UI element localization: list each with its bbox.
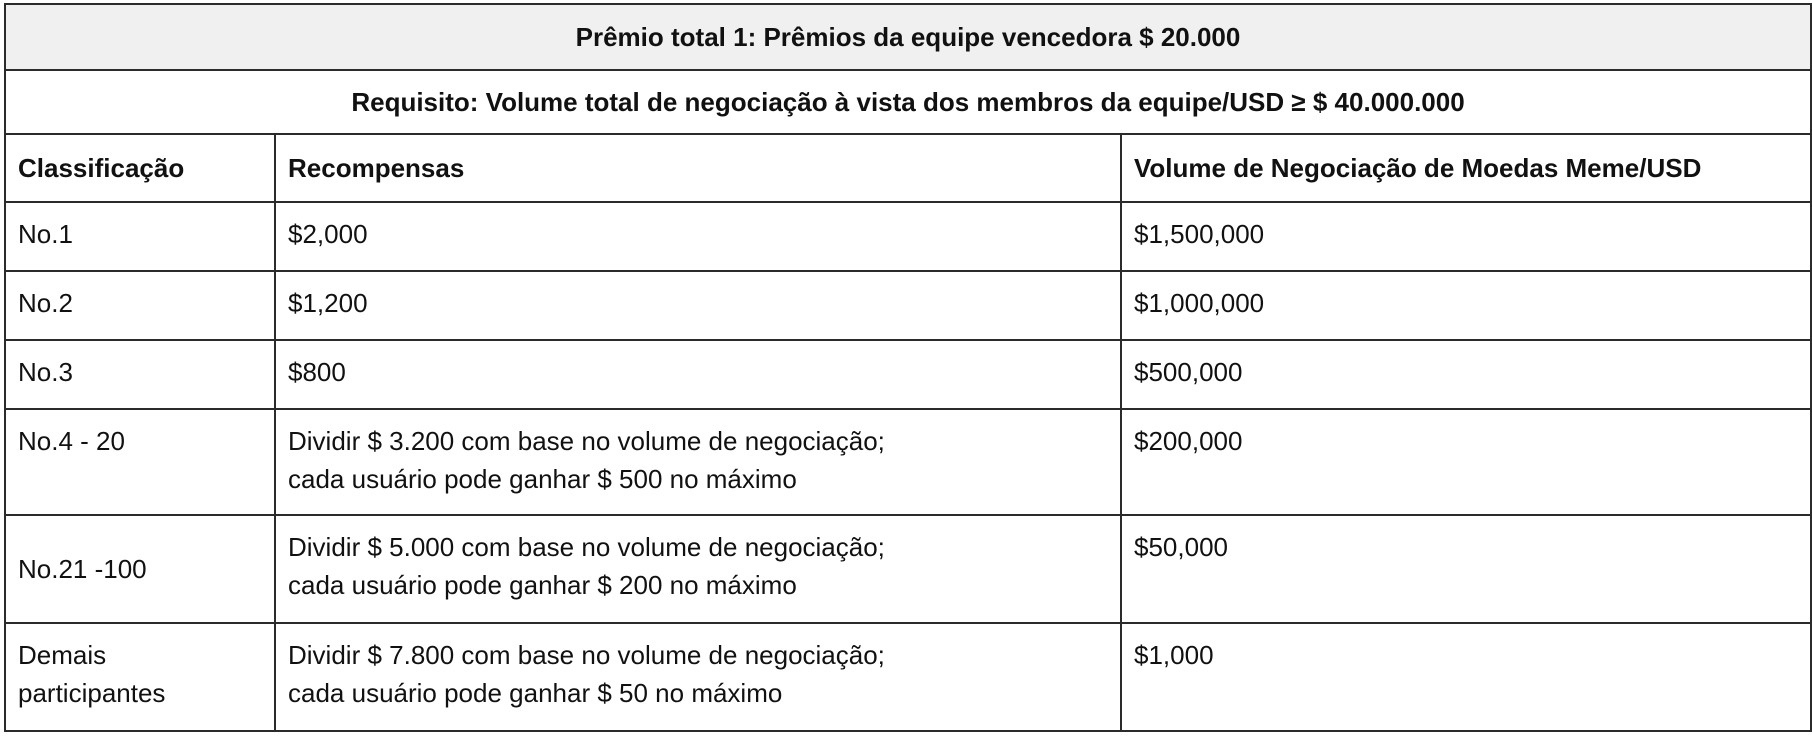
- column-header-reward: Recompensas: [275, 134, 1121, 202]
- rank-cell: [5, 202, 275, 271]
- reward-text: $800: [288, 357, 346, 387]
- reward-text: $2,000: [288, 219, 368, 249]
- volume-cell: $50,000: [1121, 515, 1811, 623]
- rank-text: participantes: [18, 678, 166, 708]
- rewards-table: [4, 3, 1812, 732]
- reward-cell: [275, 409, 1121, 515]
- reward-text: $1,200: [288, 288, 368, 318]
- rank-cell: [5, 409, 275, 515]
- rank-text: No.2: [18, 288, 73, 318]
- rank-text: No.1: [18, 219, 73, 249]
- reward-cell: [275, 623, 1121, 731]
- reward-text: Dividir $ 3.200 com base no volume de negociação;: [288, 426, 885, 456]
- table-row: [5, 271, 1811, 340]
- column-header-row: [5, 134, 1811, 202]
- column-header-volume: Volume de Negociação de Moedas Meme/USD: [1121, 134, 1811, 202]
- reward-cell: [275, 271, 1121, 340]
- reward-cell: [275, 340, 1121, 409]
- reward-text: cada usuário pode ganhar $ 50 no máximo: [288, 678, 783, 708]
- reward-text: cada usuário pode ganhar $ 200 no máximo: [288, 570, 797, 600]
- rank-text: No.21 -100: [18, 554, 147, 584]
- rank-cell: [5, 340, 275, 409]
- rank-cell: [5, 515, 275, 623]
- reward-text: Dividir $ 5.000 com base no volume de negociação;: [288, 532, 885, 562]
- table-row: [5, 202, 1811, 271]
- requirement-text: Requisito: Volume total de negociação à vista dos membros da equipe/USD ≥ $ 40.000.000: [5, 70, 1811, 134]
- reward-cell: [275, 202, 1121, 271]
- table-row: [5, 623, 1811, 731]
- table-row: [5, 340, 1811, 409]
- rewards-table-container: [4, 3, 1810, 732]
- reward-text: Dividir $ 7.800 com base no volume de negociação;: [288, 640, 885, 670]
- volume-cell: $500,000: [1121, 340, 1811, 409]
- table-title-row: [5, 4, 1811, 70]
- reward-text: cada usuário pode ganhar $ 500 no máximo: [288, 464, 797, 494]
- rank-text: Demais: [18, 640, 107, 670]
- volume-cell: $1,500,000: [1121, 202, 1811, 271]
- column-header-rank: Classificação: [5, 134, 275, 202]
- table-row: [5, 515, 1811, 623]
- rank-cell: [5, 271, 275, 340]
- table-row: [5, 409, 1811, 515]
- volume-cell: $1,000: [1121, 623, 1811, 731]
- reward-cell: [275, 515, 1121, 623]
- volume-cell: $1,000,000: [1121, 271, 1811, 340]
- rank-cell: [5, 623, 275, 731]
- rank-text: No.3: [18, 357, 73, 387]
- table-title: Prêmio total 1: Prêmios da equipe vencedora $ 20.000: [5, 4, 1811, 70]
- volume-cell: $200,000: [1121, 409, 1811, 515]
- requirement-row: [5, 70, 1811, 134]
- rank-text: No.4 - 20: [18, 426, 125, 456]
